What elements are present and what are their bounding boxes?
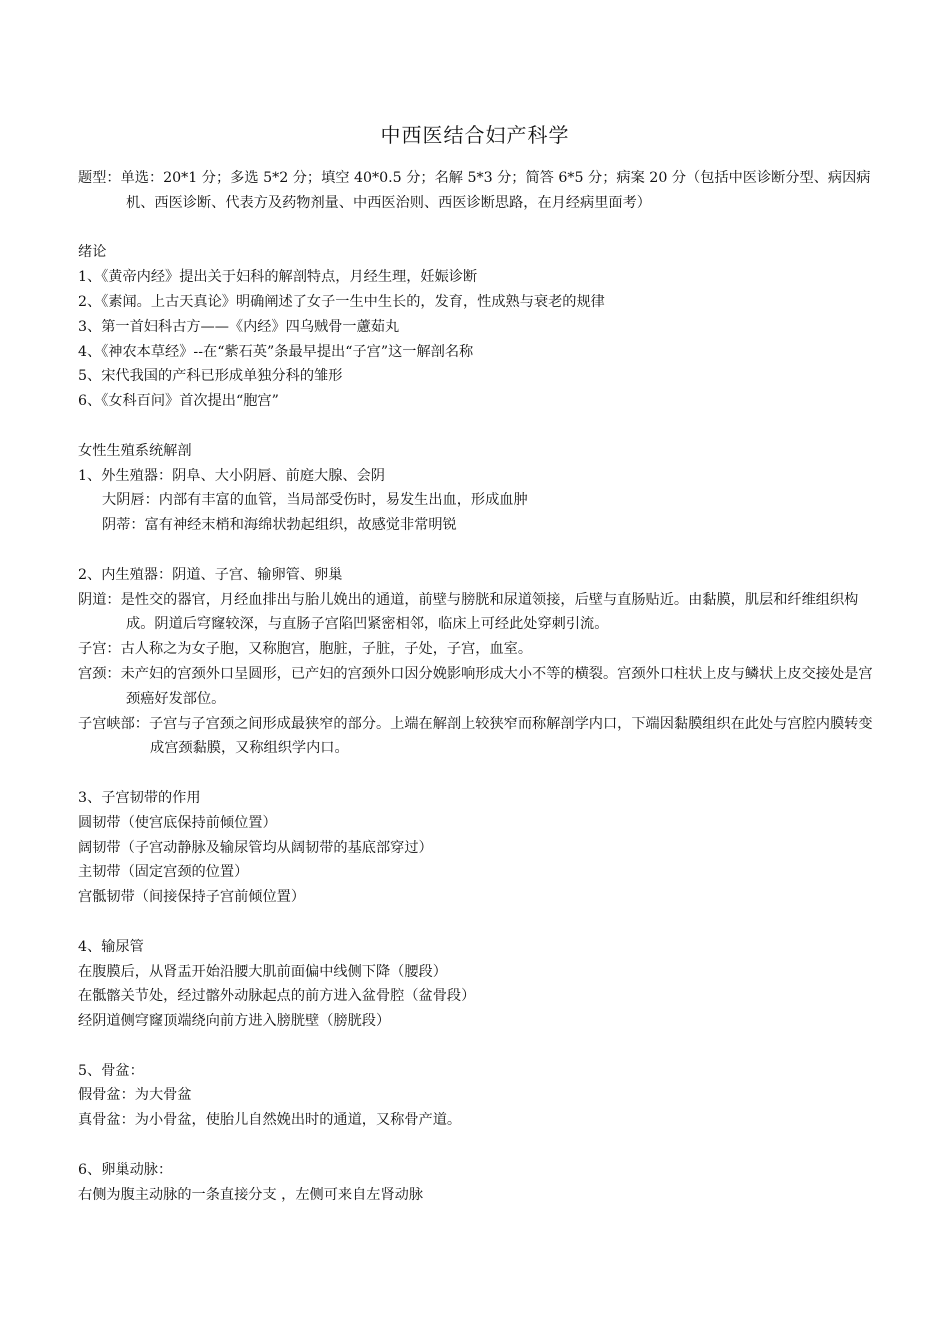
intro-item: 1、《黄帝内经》提出关于妇科的解剖特点，月经生理，妊娠诊断 <box>78 269 478 286</box>
vagina-paragraph: 阴道：是性交的器官，月经血排出与胎儿娩出的通道，前壁与膀胱和尿道领接，后壁与直肠贴近。由黏膜，肌层和纤维组织构成。阴道后穹窿较深，与直肠子宫陷凹紧密相邻，临床上可经此处穿刺引流。 <box>78 591 859 633</box>
internal-genitalia-title: 2、内生殖器：阴道、子宫、输卵管、卵巢 <box>78 566 343 583</box>
section-heading-anatomy: 女性生殖系统解剖 <box>78 442 192 459</box>
spacer <box>78 538 884 563</box>
ligament-item: 阔韧带（子宫动静脉及输尿管均从阔韧带的基底部穿过） <box>78 839 433 856</box>
external-genitalia-title: 1、外生殖器：阴阜、大小阴唇、前庭大腺、会阴 <box>78 467 385 484</box>
uterus-paragraph: 子宫：古人称之为女子胞，又称胞宫，胞脏，子脏，子处，子宫，血室。 <box>78 641 533 658</box>
ovarian-artery-item: 右侧为腹主动脉的一条直接分支 ，左侧可来自左肾动脉 <box>78 1186 424 1203</box>
ovarian-artery-title: 6、卵巢动脉： <box>78 1161 173 1178</box>
isthmus-paragraph: 子宫峡部：子宫与子宫颈之间形成最狭窄的部分。上端在解剖上较狭窄而称解剖学内口，下端因黏膜组织在此处与宫腔内膜转变成宫颈黏膜，又称组织学内口。 <box>78 715 873 757</box>
intro-item: 3、第一首妇科古方——《内经》四乌贼骨一藘茹丸 <box>78 318 400 335</box>
exam-format-text: 题型：单选：20*1 分；多选 5*2 分；填空 40*0.5 分；名解 5*3 分；简答 6*5 分；病案 20 分（包括中医诊断分型、病因病机、西医诊断、代表方及药物剂量、中西医治则、西医诊断思路，在月经病里面考） <box>78 170 871 211</box>
intro-item: 5、宋代我国的产科已形成单独分科的雏形 <box>78 368 343 385</box>
spacer <box>78 414 884 439</box>
external-genitalia-item: 阴蒂：富有神经末梢和海绵状勃起组织，故感觉非常明锐 <box>102 517 457 534</box>
intro-item: 6、《女科百问》首次提出“胞宫” <box>78 393 279 410</box>
intro-item: 4、《神农本草经》--在“紫石英”条最早提出“子宫”这一解剖名称 <box>78 343 474 360</box>
ureter-title: 4、输尿管 <box>78 938 144 955</box>
pelvis-item: 真骨盆：为小骨盆，使胎儿自然娩出时的通道，又称骨产道。 <box>78 1112 462 1129</box>
pelvis-item: 假骨盆：为大骨盆 <box>78 1087 192 1104</box>
section-heading-intro: 绪论 <box>78 244 107 261</box>
intro-item: 2、《素闻。上古天真论》明确阐述了女子一生中生长的，发育，性成熟与衰老的规律 <box>78 293 605 310</box>
spacer <box>78 1133 884 1158</box>
spacer <box>78 216 884 241</box>
ureter-item: 在腹膜后，从肾盂开始沿腰大肌前面偏中线侧下降（腰段） <box>78 963 447 980</box>
ureter-item: 经阴道侧穹窿顶端绕向前方进入膀胱壁（膀胱段） <box>78 1013 391 1030</box>
ligaments-title: 3、子宫韧带的作用 <box>78 789 201 806</box>
spacer <box>78 761 884 786</box>
spacer <box>78 1034 884 1059</box>
ligament-item: 圆韧带（使宫底保持前倾位置） <box>78 814 277 831</box>
cervix-paragraph: 宫颈：未产妇的宫颈外口呈圆形，已产妇的宫颈外口因分娩影响形成大小不等的横裂。宫颈外口柱状上皮与鳞状上皮交接处是宫颈癌好发部位。 <box>78 665 873 707</box>
document-body <box>78 166 884 1207</box>
pelvis-title: 5、骨盆： <box>78 1062 144 1079</box>
page-title: 中西医结合妇产科学 <box>380 123 570 147</box>
spacer <box>78 910 884 935</box>
ligament-item: 宫骶韧带（间接保持子宫前倾位置） <box>78 889 306 906</box>
ligament-item: 主韧带（固定宫颈的位置） <box>78 864 249 881</box>
external-genitalia-item: 大阴唇：内部有丰富的血管，当局部受伤时，易发生出血，形成血肿 <box>102 492 528 509</box>
ureter-item: 在骶髂关节处，经过髂外动脉起点的前方进入盆骨腔（盆骨段） <box>78 988 476 1005</box>
